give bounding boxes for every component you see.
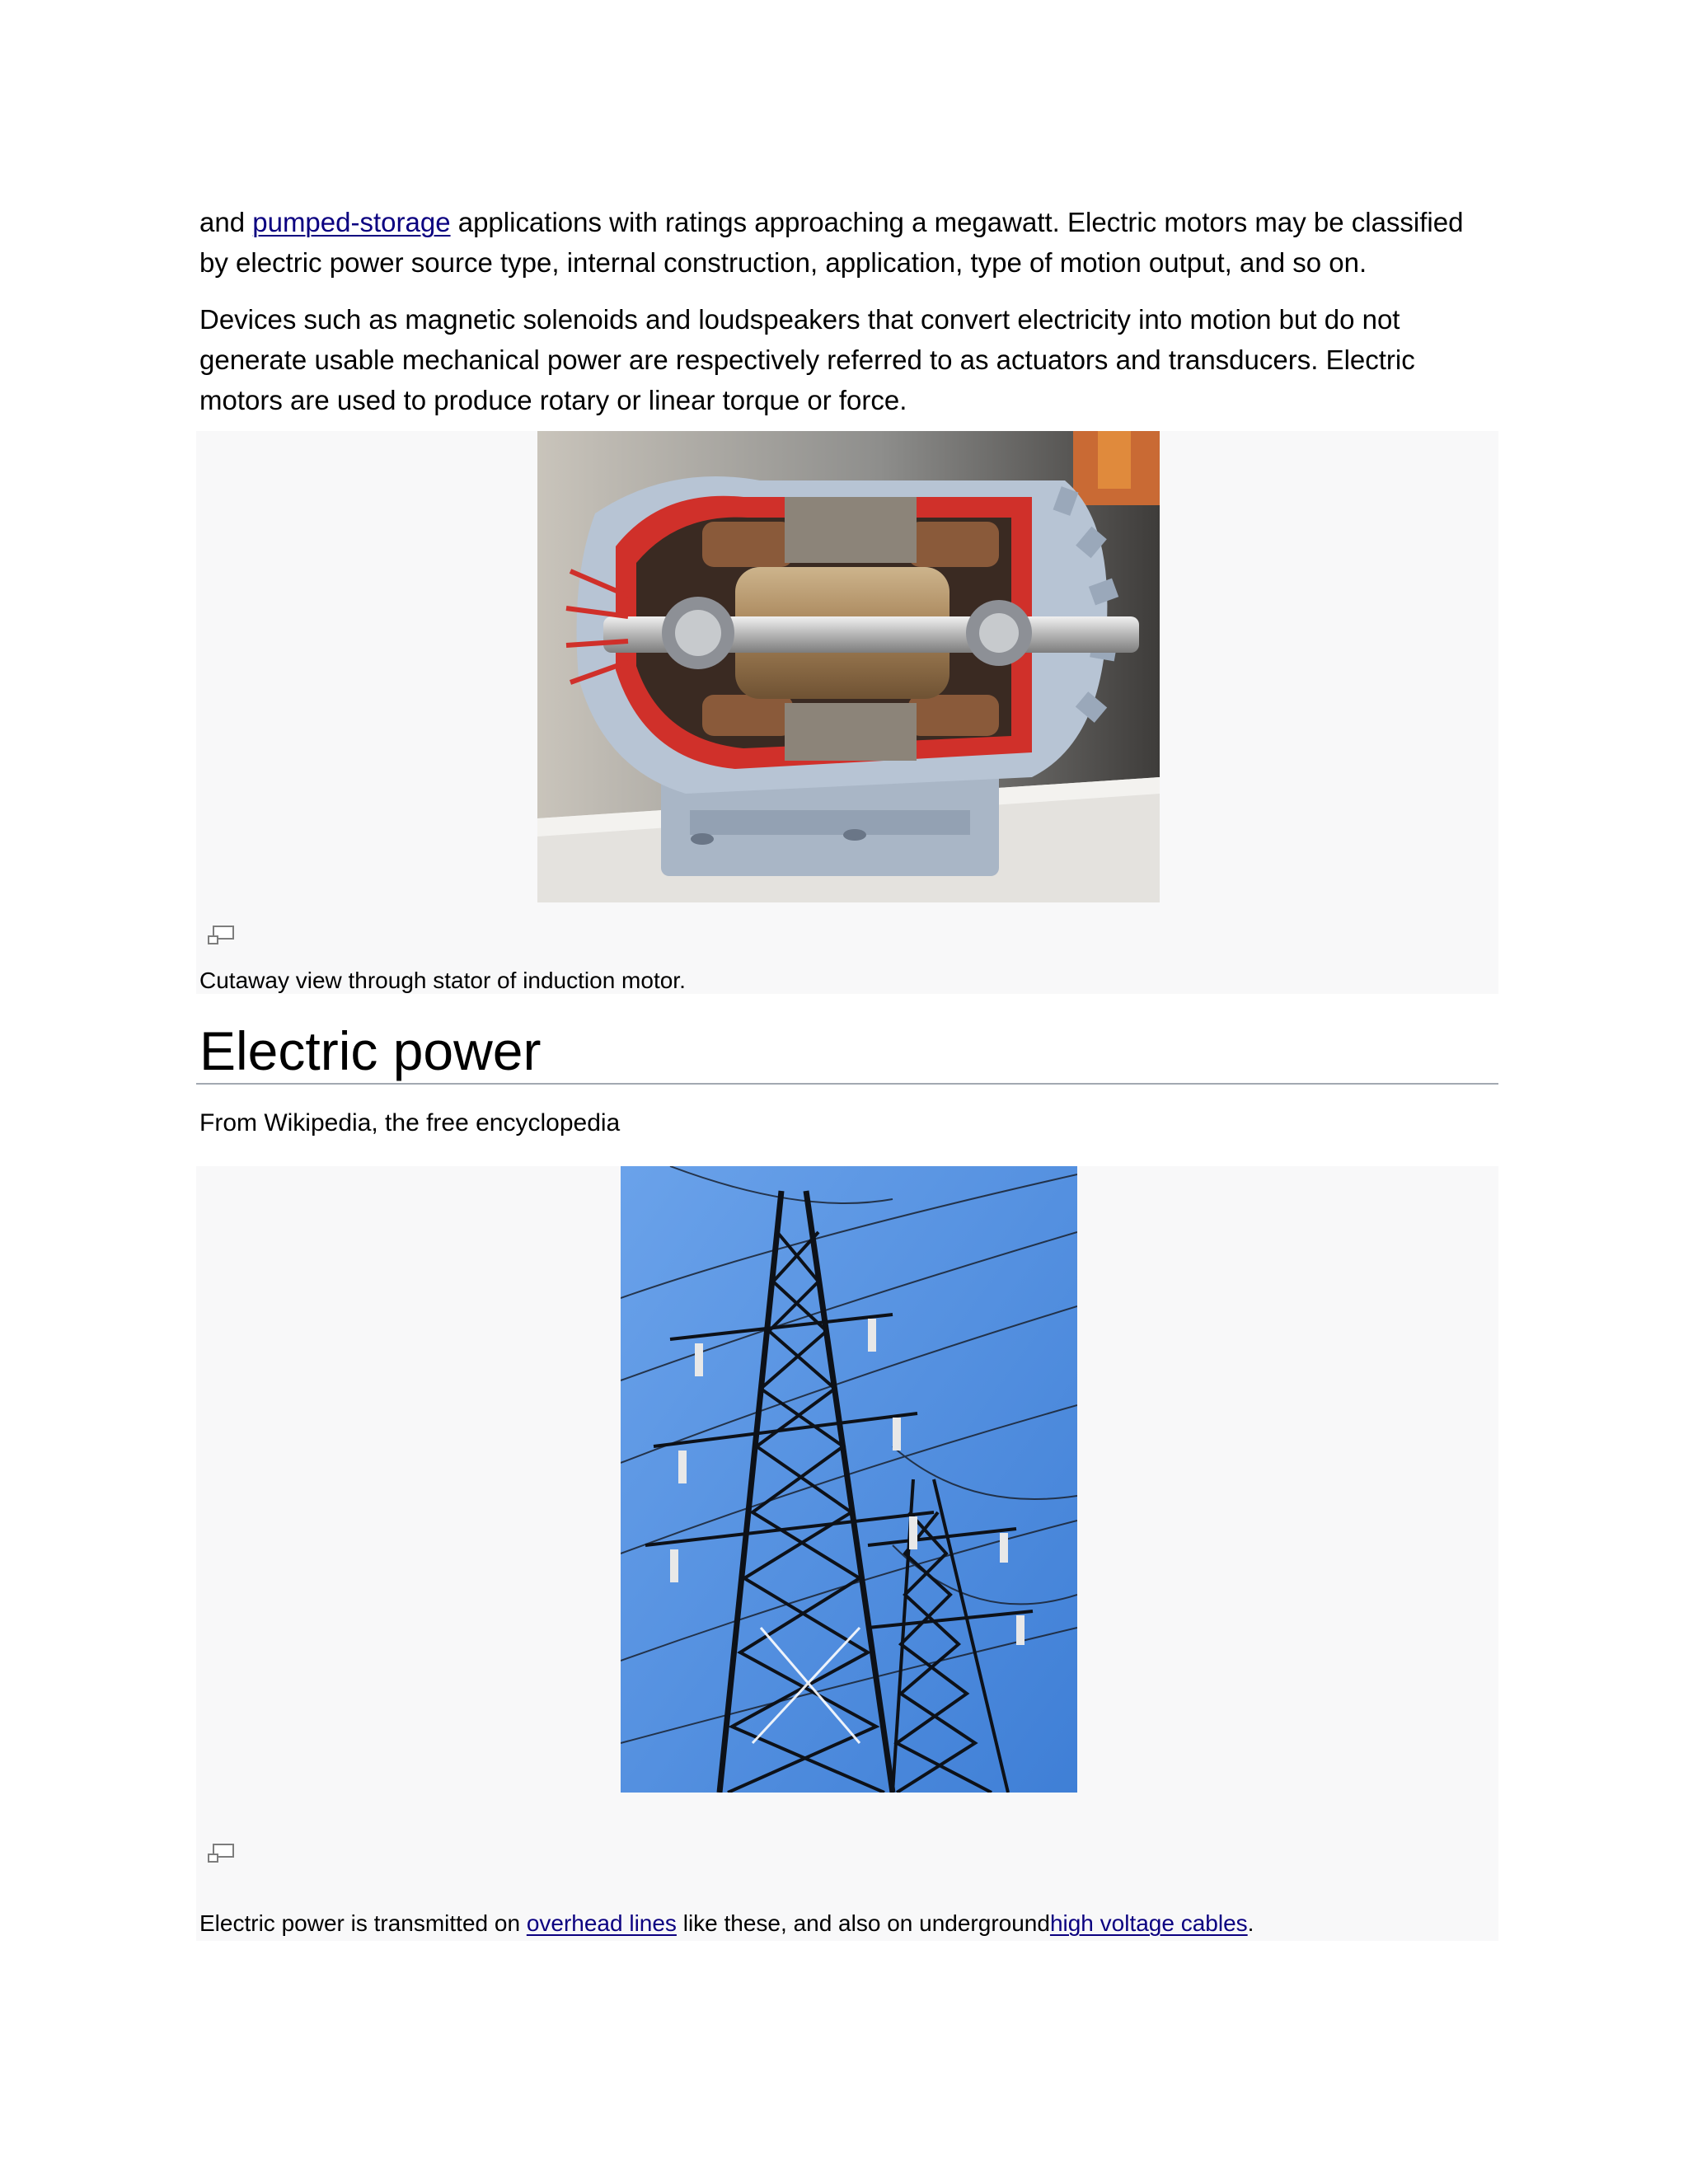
caption-text: Electric power is transmitted on bbox=[199, 1910, 527, 1936]
magnify-clip-icon[interactable] bbox=[206, 1842, 236, 1865]
link-pumped-storage[interactable]: pumped-storage bbox=[252, 207, 451, 237]
figure-transmission-tower bbox=[196, 1166, 1498, 1941]
figure-caption: Cutaway view through stator of induction motor. bbox=[199, 968, 686, 993]
link-overhead-lines[interactable]: overhead lines bbox=[526, 1910, 677, 1936]
site-tagline: From Wikipedia, the free encyclopedia bbox=[199, 1109, 621, 1137]
figure-induction-motor bbox=[196, 431, 1498, 994]
heading-divider bbox=[196, 1083, 1498, 1085]
paragraph-actuators: Devices such as magnetic solenoids and loudspeakers that convert electricity into motion but do not generate usable mechanical power are respectively referred to as actuators and transducers. Electric motors are used to produce rotary or linear torque or force. bbox=[199, 304, 1415, 415]
paragraph-text: and bbox=[199, 207, 253, 237]
transmission-tower-image[interactable] bbox=[621, 1166, 1077, 1793]
caption-text: . bbox=[1247, 1910, 1254, 1936]
paragraph-text: applications with ratings approaching a megawatt. Electric motors may be classified by electric power source type, internal construction, application, type of motion output, and so on. bbox=[199, 207, 1464, 278]
link-high-voltage-cables[interactable]: high voltage cables bbox=[1049, 1910, 1248, 1936]
caption-text: like these, and also on underground bbox=[676, 1910, 1050, 1936]
page-title: Electric power bbox=[199, 1020, 542, 1081]
paragraph-motor-classification bbox=[199, 202, 1498, 283]
motor-cutaway-image[interactable] bbox=[537, 431, 1160, 902]
magnify-clip-icon[interactable] bbox=[206, 924, 236, 947]
figure-caption bbox=[199, 1910, 1254, 1938]
